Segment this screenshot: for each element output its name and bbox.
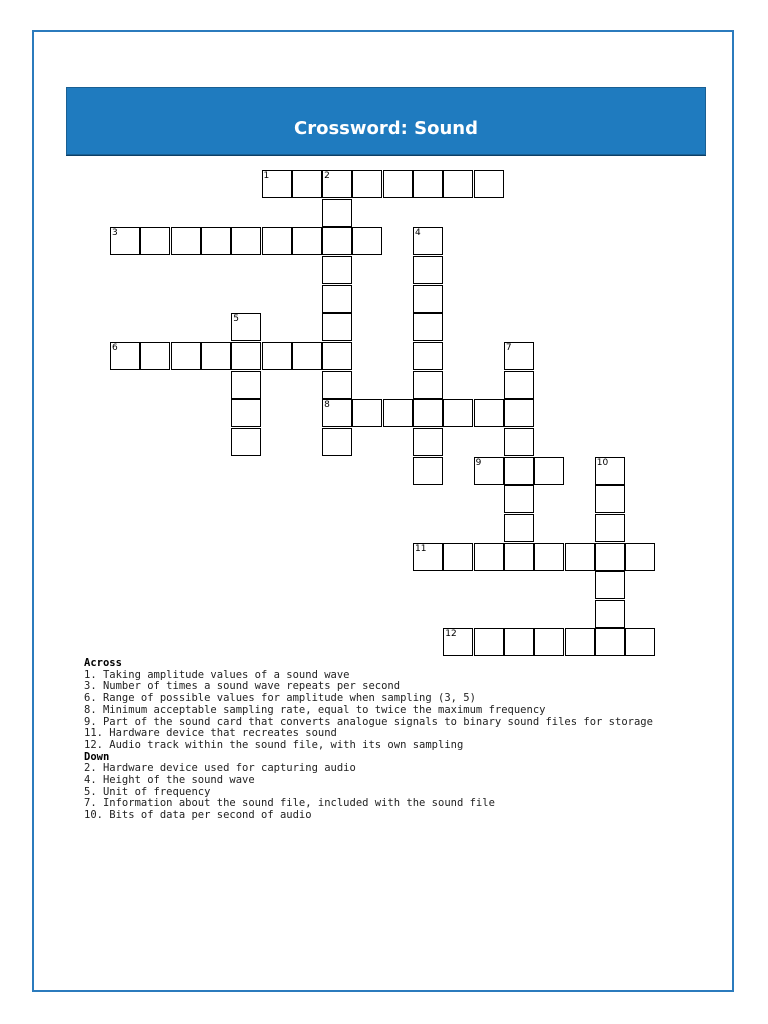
across-heading: Across — [84, 657, 122, 669]
down-clue: 7. Information about the sound file, included with the sound file — [84, 797, 495, 810]
clue-number: 4 — [415, 228, 421, 239]
crossword-cell[interactable] — [474, 628, 504, 656]
crossword-cell[interactable] — [534, 457, 564, 485]
crossword-cell[interactable] — [534, 628, 564, 656]
crossword-cell[interactable] — [504, 342, 534, 370]
crossword-cell[interactable] — [352, 399, 382, 427]
clue-number: 3 — [112, 228, 118, 239]
across-clue: 11. Hardware device that recreates sound — [84, 727, 337, 740]
crossword-cell[interactable] — [504, 457, 534, 485]
crossword-cell[interactable] — [443, 543, 473, 571]
clue-number: 5 — [233, 314, 239, 325]
crossword-cell[interactable] — [504, 628, 534, 656]
crossword-cell[interactable] — [140, 342, 170, 370]
across-clue-list — [84, 670, 724, 752]
crossword-cell[interactable] — [413, 285, 443, 313]
down-heading: Down — [84, 750, 110, 763]
crossword-cell[interactable] — [110, 342, 140, 370]
clue-number: 6 — [112, 342, 118, 353]
crossword-cell[interactable] — [171, 227, 201, 255]
crossword-cell[interactable] — [413, 313, 443, 341]
across-clue: 8. Minimum acceptable sampling rate, equal to twice the maximum frequency — [84, 703, 546, 716]
crossword-cell[interactable] — [595, 571, 625, 599]
crossword-cell[interactable] — [322, 199, 352, 227]
crossword-cell[interactable] — [201, 342, 231, 370]
crossword-cell[interactable] — [231, 342, 261, 370]
crossword-cell[interactable] — [595, 514, 625, 542]
crossword-cell[interactable] — [595, 457, 625, 485]
crossword-cell[interactable] — [474, 170, 504, 198]
crossword-cell[interactable] — [413, 543, 443, 571]
across-clue: 1. Taking amplitude values of a sound wave — [84, 668, 350, 681]
crossword-cell[interactable] — [292, 227, 322, 255]
crossword-cell[interactable] — [322, 227, 352, 255]
clue-number: 1 — [263, 171, 270, 181]
down-clue: 10. Bits of data per second of audio — [84, 809, 312, 822]
crossword-cell[interactable] — [352, 170, 382, 198]
crossword-cell[interactable] — [413, 227, 443, 255]
crossword-cell[interactable] — [504, 371, 534, 399]
crossword-cell[interactable] — [413, 457, 443, 485]
crossword-cell[interactable] — [413, 428, 443, 456]
down-clue: 2. Hardware device used for capturing audio — [84, 762, 356, 775]
crossword-cell[interactable] — [322, 399, 352, 427]
clue-number: 12 — [445, 629, 457, 640]
crossword-cell[interactable] — [474, 399, 504, 427]
crossword-cell[interactable] — [352, 227, 382, 255]
crossword-cell[interactable] — [322, 342, 352, 370]
page-title: Crossword: Sound — [294, 117, 478, 139]
crossword-cell[interactable] — [322, 371, 352, 399]
across-clue: 12. Audio track within the sound file, with its own sampling — [84, 738, 464, 751]
crossword-cell[interactable] — [413, 256, 443, 284]
clue-number: 9 — [475, 457, 482, 468]
crossword-cell[interactable] — [322, 256, 352, 284]
down-clue: 5. Unit of frequency — [84, 785, 211, 798]
crossword-cell[interactable] — [565, 543, 595, 571]
crossword-cell[interactable] — [322, 428, 352, 456]
crossword-cell[interactable] — [534, 543, 564, 571]
crossword-cell[interactable] — [262, 342, 292, 370]
crossword-cell[interactable] — [413, 399, 443, 427]
crossword-cell[interactable] — [625, 543, 655, 571]
crossword-cell[interactable] — [322, 170, 352, 198]
crossword-cell[interactable] — [504, 543, 534, 571]
crossword-cell[interactable] — [474, 543, 504, 571]
crossword-cell[interactable] — [504, 399, 534, 427]
crossword-cell[interactable] — [231, 399, 261, 427]
crossword-cell[interactable] — [201, 227, 231, 255]
across-clue: 3. Number of times a sound wave repeats per second — [84, 680, 401, 693]
crossword-cell[interactable] — [595, 485, 625, 513]
crossword-cell[interactable] — [262, 227, 292, 255]
crossword-cell[interactable] — [322, 313, 352, 341]
crossword-cell[interactable] — [231, 371, 261, 399]
crossword-cell[interactable] — [171, 342, 201, 370]
clue-number: 11 — [415, 543, 427, 554]
crossword-cell[interactable] — [595, 628, 625, 656]
clue-number: 8 — [324, 400, 330, 411]
down-clue-list — [84, 763, 724, 822]
clue-number: 10 — [596, 457, 609, 468]
crossword-cell[interactable] — [383, 170, 413, 198]
crossword-cell[interactable] — [443, 628, 473, 656]
crossword-cell[interactable] — [565, 628, 595, 656]
crossword-cell[interactable] — [292, 170, 322, 198]
clue-number: 2 — [324, 171, 330, 181]
crossword-cell[interactable] — [443, 170, 473, 198]
crossword-cell[interactable] — [231, 313, 261, 341]
crossword-cell[interactable] — [383, 399, 413, 427]
across-clue: 9. Part of the sound card that converts analogue signals to binary sound files for storage — [84, 715, 653, 728]
across-clue: 6. Range of possible values for amplitude when sampling (3, 5) — [84, 692, 476, 705]
crossword-cell[interactable] — [231, 428, 261, 456]
clue-number: 7 — [505, 342, 512, 353]
crossword-cell[interactable] — [595, 543, 625, 571]
crossword-cell[interactable] — [625, 628, 655, 656]
crossword-cell[interactable] — [231, 227, 261, 255]
crossword-cell[interactable] — [474, 457, 504, 485]
crossword-cell[interactable] — [110, 227, 140, 255]
crossword-cell[interactable] — [413, 170, 443, 198]
crossword-cell[interactable] — [322, 285, 352, 313]
crossword-cell[interactable] — [262, 170, 292, 198]
crossword-cell[interactable] — [443, 399, 473, 427]
crossword-cell[interactable] — [595, 600, 625, 628]
crossword-cell[interactable] — [504, 428, 534, 456]
down-clue: 4. Height of the sound wave — [84, 774, 255, 787]
crossword-cell[interactable] — [504, 514, 534, 542]
crossword-cell[interactable] — [413, 371, 443, 399]
crossword-cell[interactable] — [504, 485, 534, 513]
crossword-cell[interactable] — [292, 342, 322, 370]
crossword-cell[interactable] — [413, 342, 443, 370]
crossword-cell[interactable] — [140, 227, 170, 255]
clues-section — [84, 658, 724, 822]
